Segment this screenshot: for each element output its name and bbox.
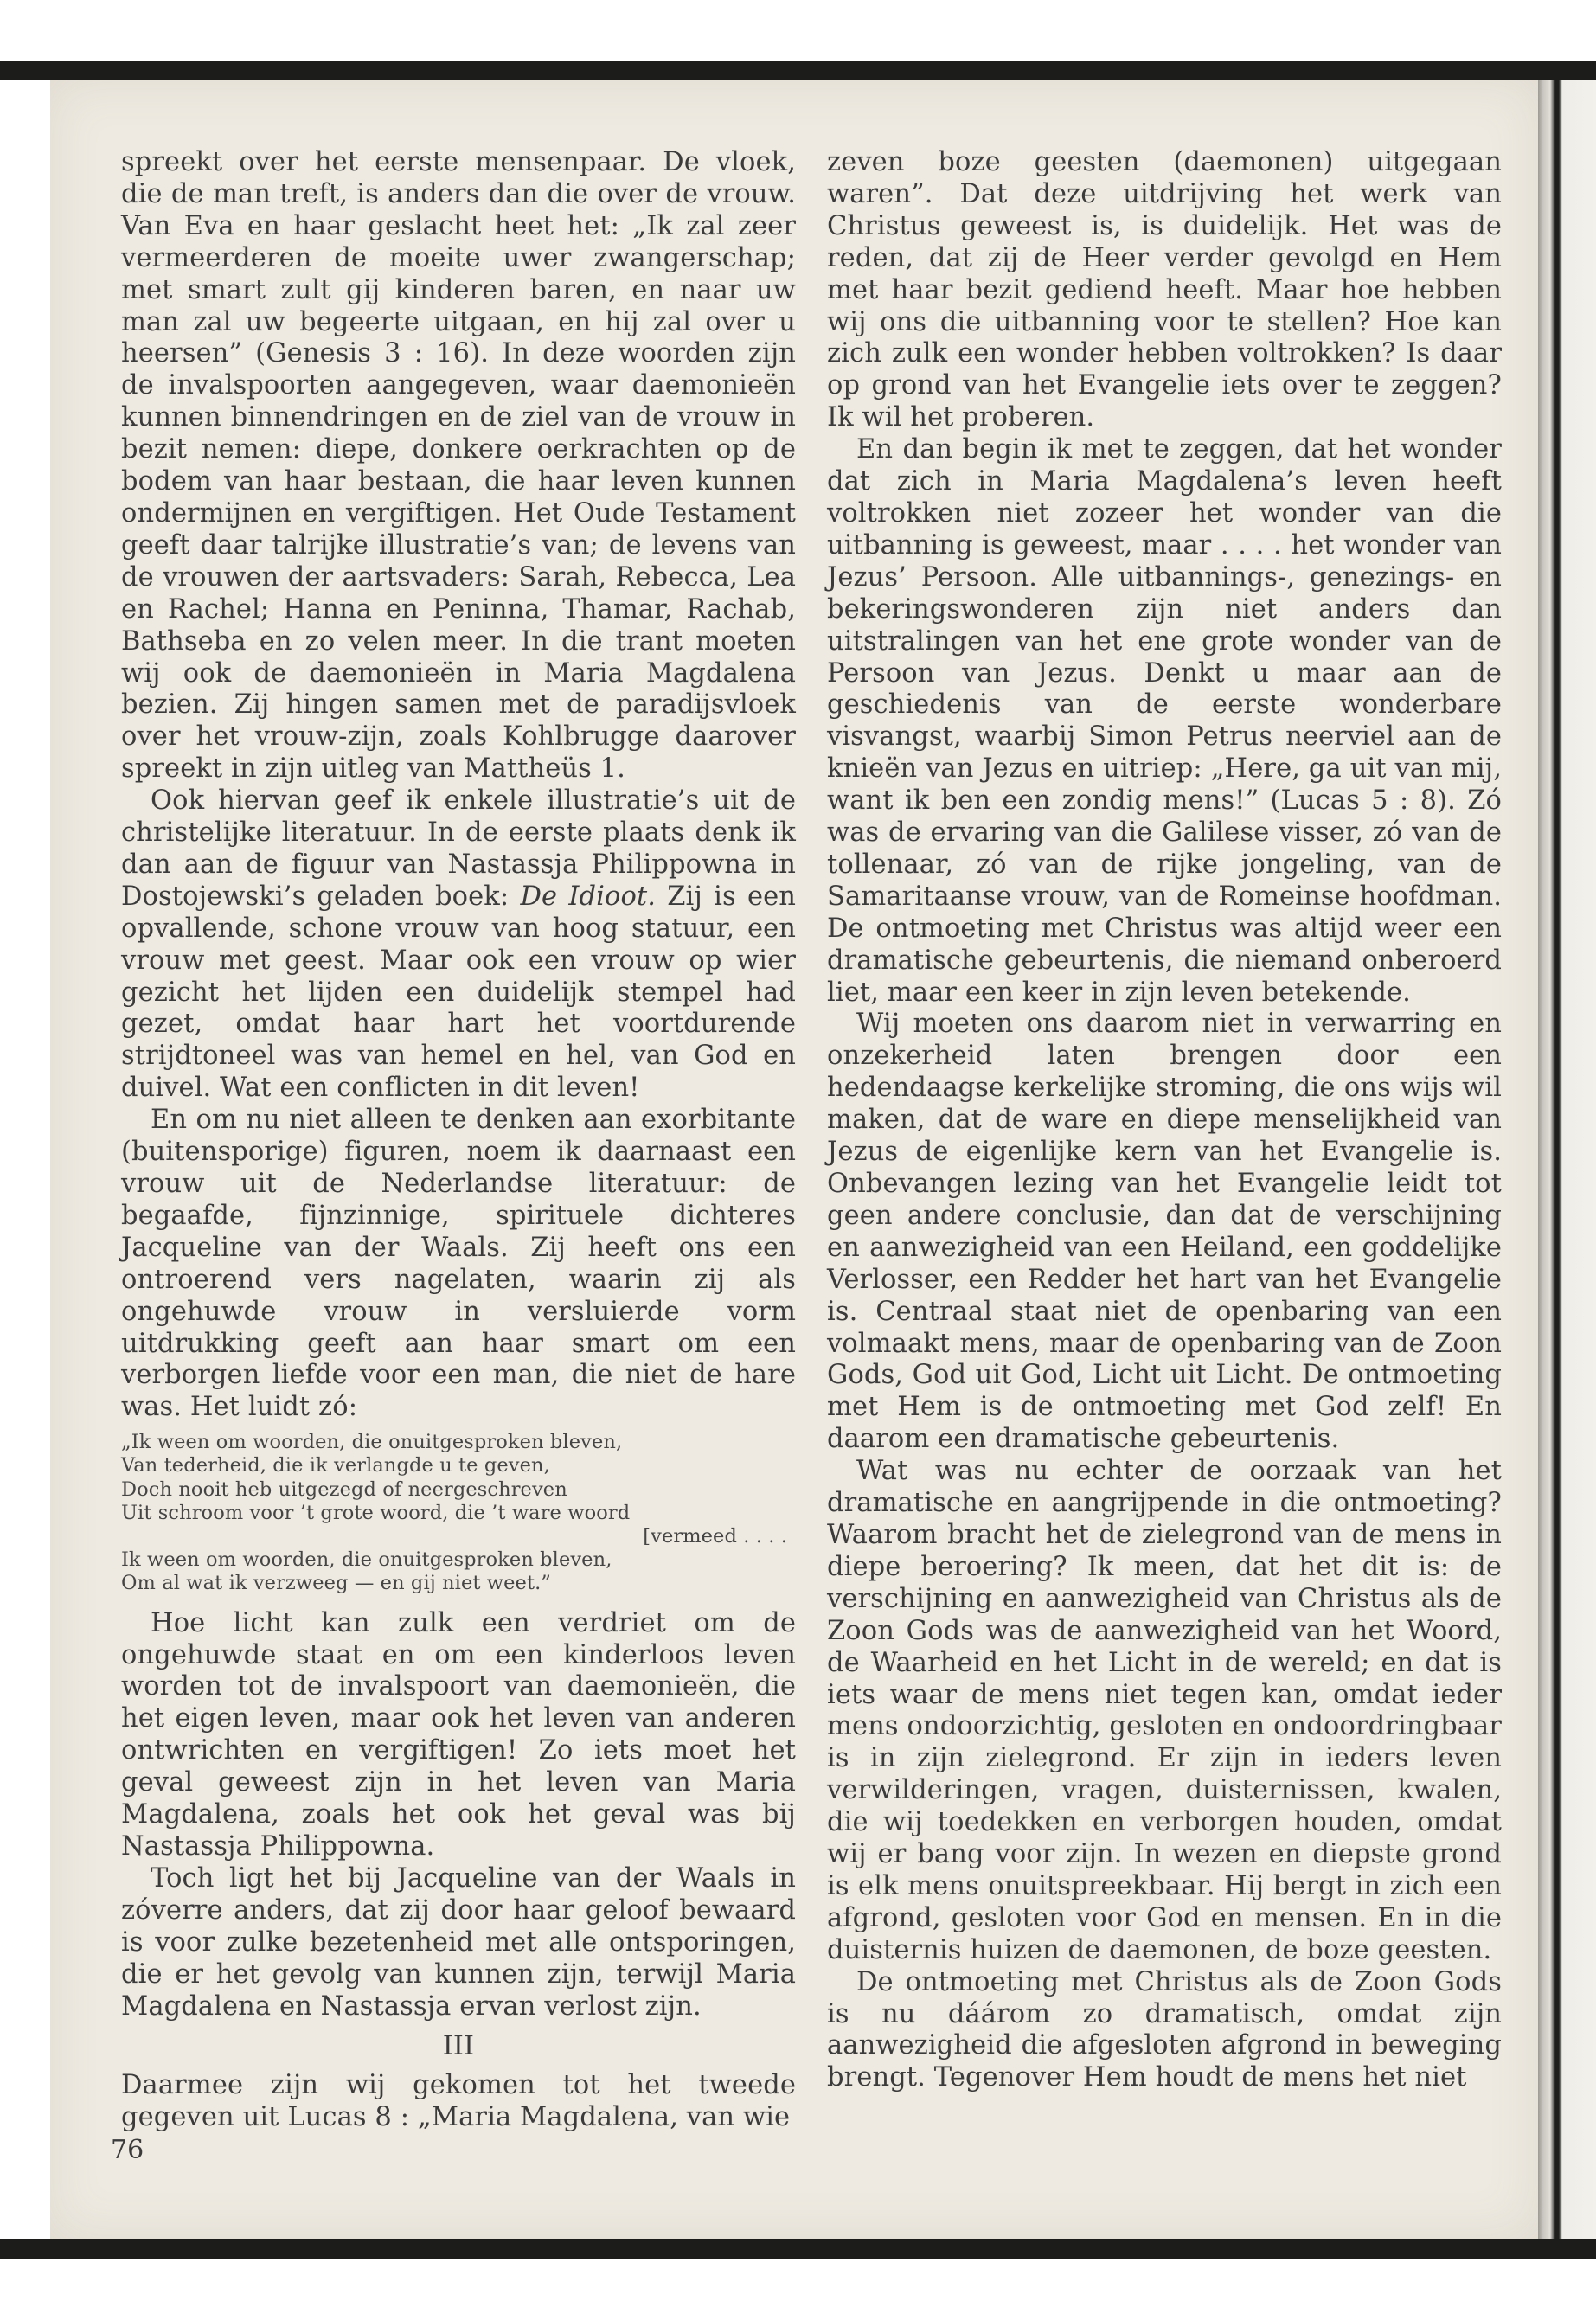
paragraph: Wij moeten ons daarom niet in verwarring en onzekerheid laten brengen door een hedendaagse kerkelijke stroming, die ons wijs wil maken, dat de ware en diepe menselijkheid van Jezus de eigenlijke kern van het Evangelie is. Onbevangen lezing van het Evangelie leidt tot geen andere conclusie, dan dat de verschijning en aanwezigheid van een Heiland, een goddelijke Verlosser, een Redder het hart van het Evangelie is. Centraal staat niet de openbaring van een volmaakt mens, maar de openbaring van de Zoon Gods, God uit God, Licht uit Licht. De ontmoeting met Hem is de ontmoeting met God zelf! En daarom een dramatische gebeurtenis. (827, 1009, 1502, 1455)
section-heading: III (442, 2031, 475, 2062)
page-number: 76 (111, 2135, 144, 2165)
paragraph: En dan begin ik met te zeggen, dat het wonder dat zich in Maria Magdalena’s leven heeft voltrokken niet zozeer het wonder van die uitbanning is geweest, maar . . . . het wonder van Jezus’ Persoon. Alle uitbannings-, genezings- en bekeringswonderen zijn niet anders dan uitstralingen van het ene grote wonder van de Persoon van Jezus. Denkt u maar aan de geschiedenis van de eerste wonderbare visvangst, waarbij Simon Petrus neerviel aan de knieën van Jezus en uitriep: „Here, ga uit van mij, want ik ben een zondig mens!” (Lucas 5 : 8). Zó was de ervaring van die Galilese visser, zó van de tollenaar, zó van de rijke jongeling, van de Samaritaanse vrouw, van de Romeinse hoofdman. De ontmoeting met Christus was altijd weer een dramatische gebeurtenis, die niemand onberoerd liet, maar een keer in zijn leven betekende. (827, 434, 1502, 1008)
poem-line: „Ik ween om woorden, die onuitgesproken bleven, (121, 1431, 623, 1454)
poem (121, 1431, 796, 1595)
paragraph: Hoe licht kan zulk een verdriet om de ongehuwde staat en om een kinderloos leven worden tot de invalspoort van daemonieën, die het eigen leven, maar ook het leven van anderen ontwrichten en vergiftigen! Zo iets moet het geval geweest zijn in het leven van Maria Magdalena, zoals het ook het geval was bij Nastassja Philippowna. (121, 1607, 796, 1862)
paragraph: Wat was nu echter de oorzaak van het dramatische en aangrijpende in die ontmoeting? Waarom bracht het de zielegrond van de mens in diepe beroering? Ik meen, dat het dit is: de verschijning en aanwezigheid van Christus als de Zoon Gods was de aanwezigheid van het Woord, de Waarheid en het Licht in de wereld; en dat is iets waar de mens niet tegen kan, omdat ieder mens ondoorzichtig, gesloten en ondoordringbaar is in zijn zielegrond. Er zijn in ieders leven verwilderingen, vragen, duisternissen, kwalen, die wij toedekken en verborgen houden, omdat wij er bang voor zijn. In wezen en diepste grond is elk mens onuitspreekbaar. Hij bergt in zich een afgrond, gesloten voor God en mensen. En in die duisternis huizen de daemonen, de boze geesten. (827, 1456, 1502, 1965)
book-title: De Idioot. (520, 881, 657, 912)
poem-line: [vermeed . . . . (643, 1525, 787, 1548)
paragraph: Toch ligt het bij Jacqueline van der Waals in zóverre anders, dat zij door haar geloof bewaard is voor zulke bezetenheid met alle ontsporingen, die er het gevolg van kunnen zijn, terwijl Maria Magdalena en Nastassja ervan verlost zijn. (121, 1862, 796, 2022)
scan-top-border (0, 61, 1596, 80)
paragraph: En om nu niet alleen te denken aan exorbitante (buitensporige) figuren, noem ik daarnaast een vrouw uit de Nederlandse literatuur: de begaafde, fijnzinnige, spirituele dichteres Jacqueline van der Waals. Zij heeft ons een ontroerend vers nagelaten, waarin zij als ongehuwde vrouw in versluierde vorm uitdrukking geeft aan haar smart om een verborgen liefde voor een man, die niet de hare was. Het luidt zó: (121, 1105, 796, 1423)
poem-line: Om al wat ik verzweeg — en gij niet weet.” (121, 1572, 551, 1595)
poem-line: Doch nooit heb uitgezegd of neergeschreven (121, 1477, 567, 1501)
paragraph: zeven boze geesten (daemonen) uitgegaan waren”. Dat deze uitdrijving het werk van Christus geweest is, is duidelijk. Het was de reden, dat zij de Heer verder gevolgd en Hem met haar bezit gediend heeft. Maar hoe hebben wij ons die uitbanning voor te stellen? Hoe kan zich zulk een wonder hebben voltrokken? Is daar op grond van het Evangelie iets over te zeggen? Ik wil het proberen. (827, 147, 1502, 433)
book-spine (1538, 80, 1596, 2239)
poem-line: Ik ween om woorden, die onuitgesproken bleven, (121, 1548, 612, 1572)
paragraph: De ontmoeting met Christus als de Zoon Gods is nu dáárom zo dramatisch, omdat zijn aanwezigheid die afgesloten afgrond in beweging brengt. Tegenover Hem houdt de mens het niet (827, 1966, 1502, 2093)
paragraph-text: Ook hiervan geef ik enkele illustratie’s uit de christelijke literatuur. In de eerste plaats denk ik dan aan de figuur van Nastassja Philippowna in Dostojewski’s geladen boek: (121, 785, 796, 912)
left-column (121, 147, 796, 2134)
poem-line: Van tederheid, die ik verlangde u te geven, (121, 1454, 550, 1477)
paragraph (121, 785, 796, 1105)
paragraph: Daarmee zijn wij gekomen tot het tweede gegeven uit Lucas 8 : „Maria Magdalena, van wie (121, 2070, 796, 2133)
right-column (827, 147, 1502, 2094)
scan-bottom-border (0, 2239, 1596, 2259)
paragraph: spreekt over het eerste mensenpaar. De vloek, die de man treft, is anders dan die over de vrouw. Van Eva en haar geslacht heet het: „Ik zal zeer vermeerderen de moeite uwer zwangerschap; met smart zult gij kinderen baren, en naar uw man zal uw begeerte uitgaan, en hij zal over u heersen” (Genesis 3 : 16). In deze woorden zijn de invalspoorten aangegeven, waar daemonieën kunnen binnendringen en de ziel van de vrouw in bezit nemen: diepe, donkere oerkrachten op de bodem van haar bestaan, die haar leven kunnen ondermijnen en vergiftigen. Het Oude Testament geeft daar talrijke illustratie’s van; de levens van de vrouwen der aartsvaders: Sarah, Rebecca, Lea en Rachel; Hanna en Peninna, Thamar, Rachab, Bathseba en zo velen meer. In die trant moeten wij ook de daemonieën in Maria Magdalena bezien. Zij hingen samen met de paradijsvloek over het vrouw-zijn, zoals Kohlbrugge daarover spreekt in zijn uitleg van Mattheüs 1. (121, 147, 796, 785)
paragraph-text: Zij is een opvallende, schone vrouw van hoog statuur, een vrouw met geest. Maar ook een vrouw op wier gezicht het lijden een duidelijk stempel had gezet, omdat haar hart het voortdurende strijdtoneel was van hemel en hel, van God en duivel. Wat een conflicten in dit leven! (121, 881, 797, 1104)
poem-line: Uit schroom voor ’t grote woord, die ’t ware woord (121, 1501, 631, 1524)
